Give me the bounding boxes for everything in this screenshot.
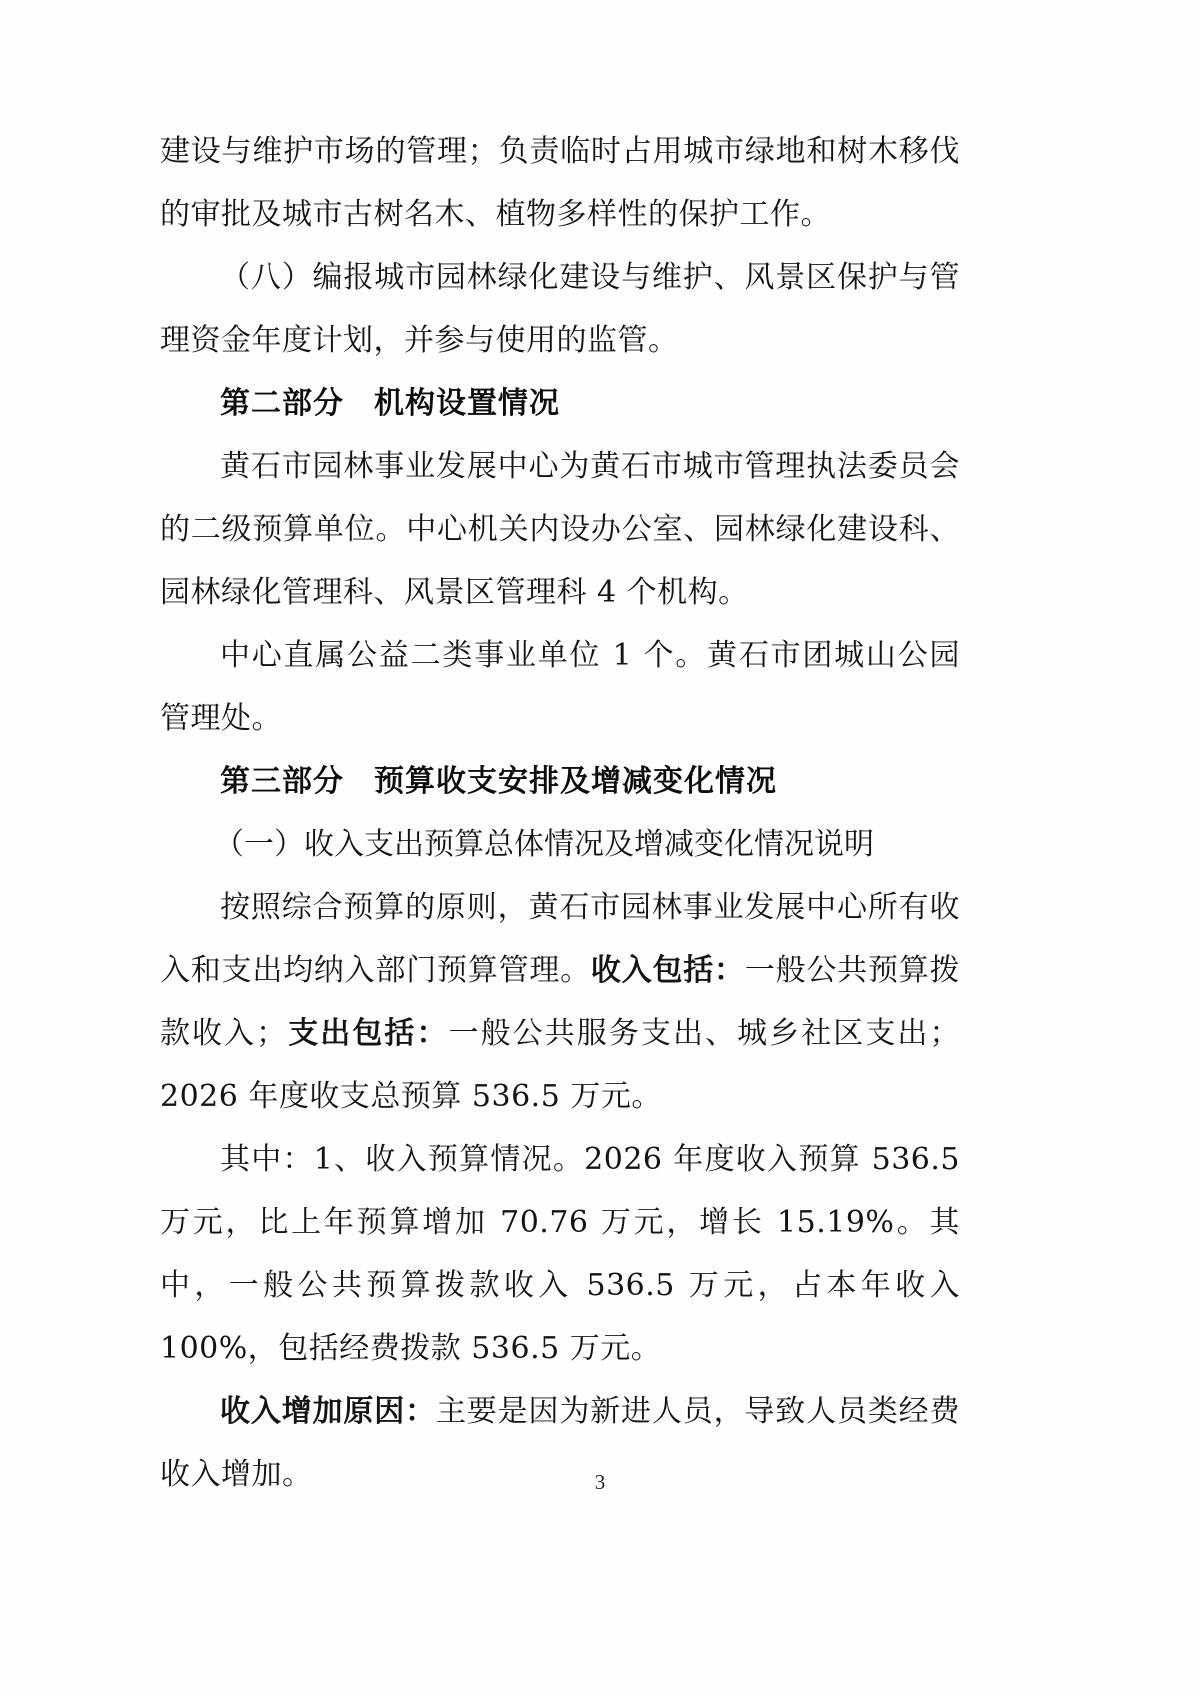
run-text: 主要是因为新进人员，导致人员类经费收入增加。 (160, 1394, 961, 1492)
document-body (160, 120, 960, 1506)
run-income-includes-label: 收入包括： (590, 953, 745, 988)
section-heading-part-three (160, 750, 960, 813)
section-heading-part-two-title: 机构设置情况 (374, 386, 560, 421)
paragraph-budget-overview (160, 876, 960, 1128)
section-heading-part-three-title: 预算收支安排及增减变化情况 (374, 764, 777, 799)
run-income-increase-label: 收入增加原因： (220, 1394, 436, 1429)
run-text: 一般公共服务支出、城乡社区支出；2026 年度收支总预算 536.5 万元。 (160, 1016, 960, 1114)
page-number: 3 (594, 1470, 606, 1494)
paragraph-item-eight: （八）编报城市园林绿化建设与维护、风景区保护与管理资金年度计划，并参与使用的监管。 (160, 260, 960, 358)
section-heading-part-two-label: 第二部分 (220, 386, 344, 421)
subsection-heading-one: （一）收入支出预算总体情况及增减变化情况说明 (214, 827, 874, 862)
paragraph-affiliated-unit: 中心直属公益二类事业单位 1 个。黄石市团城山公园管理处。 (160, 638, 960, 736)
paragraph-duties-continuation: 建设与维护市场的管理；负责临时占用城市绿地和树木移伐的审批及城市古树名木、植物多样性的保护工作。 (160, 134, 960, 232)
run-text: 一般公共预算拨款收入； (160, 953, 961, 1051)
section-heading-part-three-label: 第三部分 (220, 764, 344, 799)
run-text: 按照综合预算的原则，黄石市园林事业发展中心所有收入和支出均纳入部门预算管理。 (160, 890, 960, 988)
paragraph-income-budget-detail: 其中：1、收入预算情况。2026 年度收入预算 536.5 万元，比上年预算增加 70.76 万元，增长 15.19%。其中，一般公共预算拨款收入 536.5 万元，占本年收入 100%，包括经费拨款 536.5 万元。 (160, 1142, 960, 1366)
section-heading-part-two (160, 372, 960, 435)
run-expenditure-includes-label: 支出包括： (286, 1016, 449, 1051)
paragraph-organization-structure: 黄石市园林事业发展中心为黄石市城市管理执法委员会的二级预算单位。中心机关内设办公室、园林绿化建设科、园林绿化管理科、风景区管理科 4 个机构。 (160, 449, 960, 610)
